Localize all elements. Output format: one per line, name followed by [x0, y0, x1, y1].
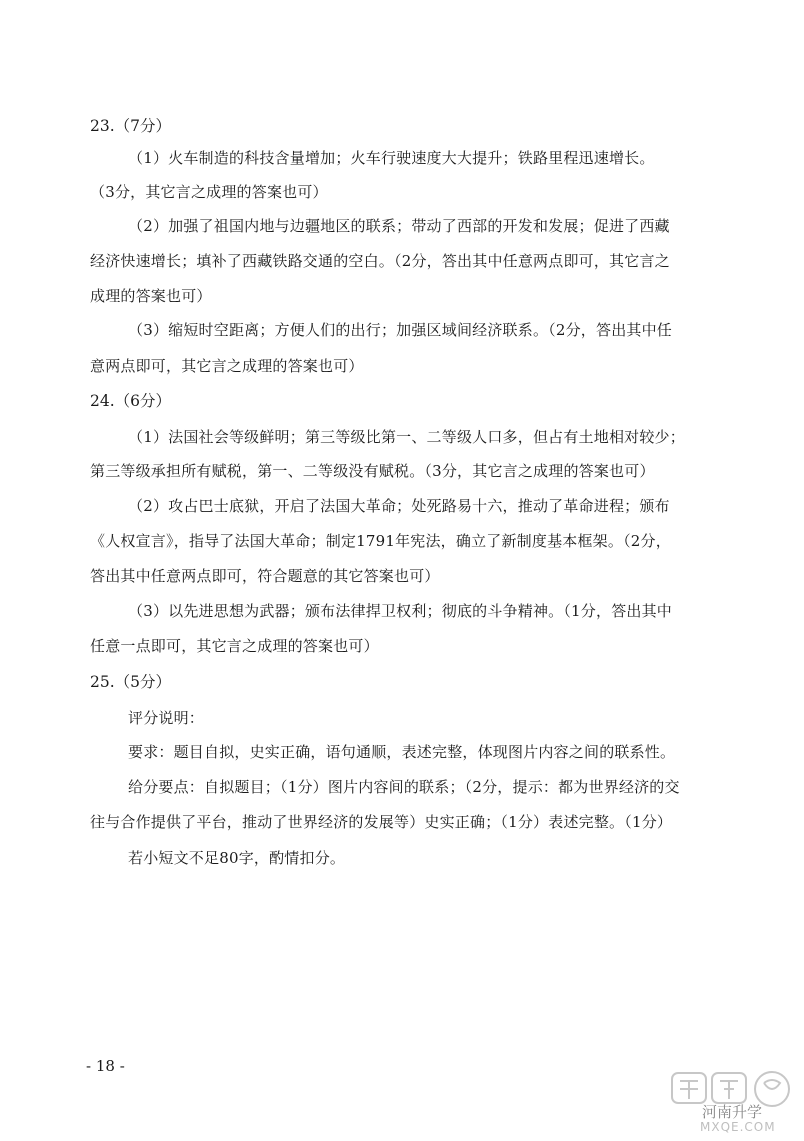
q23-answer-2-score: 成理的答案也可） — [90, 287, 212, 305]
q23-answer-2: （2）加强了祖国内地与边疆地区的联系；带动了西部的开发和发展；促进了西藏 — [128, 217, 670, 235]
q23-answer-1-score: （3分，其它言之成理的答案也可） — [90, 183, 328, 201]
q25-scoring-note-label: 评分说明： — [128, 709, 205, 727]
q24-answer-2-cont: 《人权宣言》，指导了法国大革命；制定1791年宪法，确立了新制度基本框架。（2分， — [90, 532, 671, 550]
question-23-heading: 23.（7分） — [90, 117, 172, 135]
watermark-logo — [668, 1067, 798, 1137]
q25-requirement: 要求：题目自拟，史实正确，语句通顺，表述完整，体现图片内容之间的联系性。 — [128, 743, 676, 761]
q23-answer-3-score: 意两点即可，其它言之成理的答案也可） — [90, 357, 364, 375]
q25-deduction-note: 若小短文不足80字，酌情扣分。 — [128, 849, 346, 867]
q23-answer-2-cont: 经济快速增长；填补了西藏铁路交通的空白。（2分，答出其中任意两点即可，其它言之 — [90, 252, 670, 270]
q24-answer-2: （2）攻占巴士底狱，开启了法国大革命；处死路易十六，推动了革命进程；颁布 — [128, 497, 670, 515]
q24-answer-2-score: 答出其中任意两点即可，符合题意的其它答案也可） — [90, 567, 440, 585]
q24-answer-3: （3）以先进思想为武器；颁布法律捍卫权利；彻底的斗争精神。（1分，答出其中 — [128, 602, 672, 620]
q24-answer-1: （1）法国社会等级鲜明；第三等级比第一、二等级人口多，但占有土地相对较少； — [128, 428, 685, 446]
q24-answer-1-cont: 第三等级承担所有赋税，第一、二等级没有赋税。（3分，其它言之成理的答案也可） — [90, 462, 655, 480]
q25-scoring-points: 给分要点：自拟题目；（1分）图片内容间的联系；（2分，提示：都为世界经济的交 — [128, 778, 680, 796]
q25-scoring-points-cont: 往与合作提供了平台，推动了世界经济的发展等）史实正确；（1分）表述完整。（1分） — [90, 813, 673, 831]
watermark-url: MXQE.COM — [700, 1120, 776, 1134]
question-25-heading: 25.（5分） — [90, 673, 172, 691]
watermark-text: 河南升学 — [702, 1103, 763, 1121]
q23-answer-3: （3）缩短时空距离；方便人们的出行；加强区域间经济联系。（2分，答出其中任 — [128, 321, 672, 339]
q23-answer-1: （1）火车制造的科技含量增加；火车行驶速度大大提升；铁路里程迅速增长。 — [128, 149, 655, 167]
page-number: - 18 - — [86, 1057, 125, 1075]
question-24-heading: 24.（6分） — [90, 392, 172, 410]
q24-answer-3-score: 任意一点即可，其它言之成理的答案也可） — [90, 637, 379, 655]
